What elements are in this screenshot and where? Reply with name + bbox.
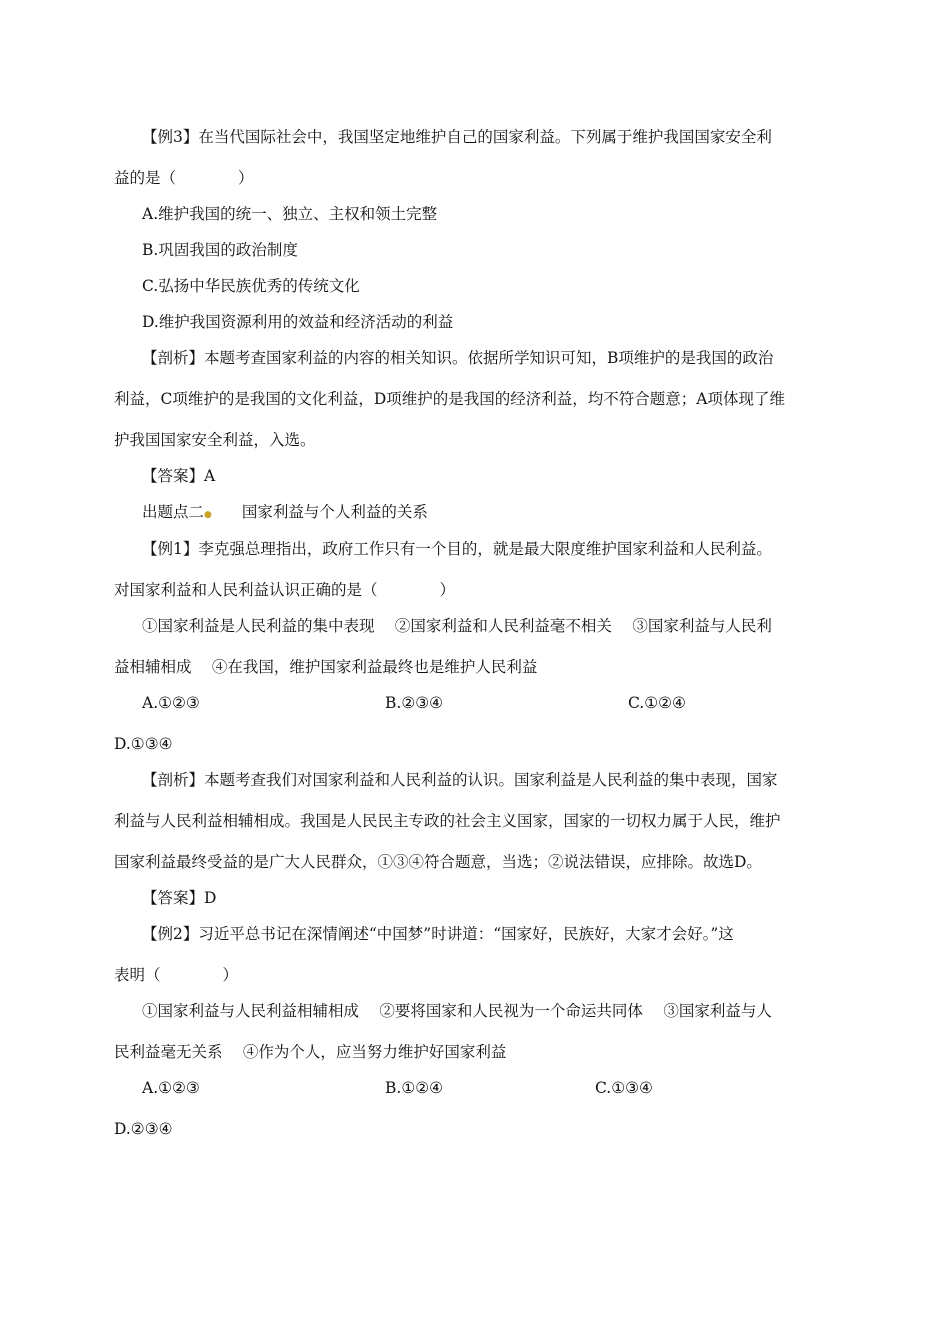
example-2-question-line-2: 表明（ ）	[114, 966, 239, 984]
example-2-question-line-1: 【例2】习近平总书记在深情阐述“中国梦”时讲道：“国家好，民族好，大家才会好。”这	[142, 925, 734, 943]
example-1-question-line-2: 对国家利益和人民利益认识正确的是（ ）	[114, 581, 456, 599]
example-1-question-line-1: 【例1】李克强总理指出，政府工作只有一个目的，就是最大限度维护国家利益和人民利益。	[142, 540, 772, 558]
example-2-option-d: D.②③④	[114, 1120, 173, 1138]
example-2-statements-line-1: ①国家利益与人民利益相辅相成 ②要将国家和人民视为一个命运共同体 ③国家利益与人	[142, 1002, 772, 1020]
example-1-option-a: A.①②③	[142, 694, 200, 712]
example-3-analysis-line-2: 利益，C项维护的是我国的文化利益，D项维护的是我国的经济利益，均不符合题意；A项体现了维	[114, 390, 785, 408]
example-1-analysis-line-2: 利益与人民利益相辅相成。我国是人民民主专政的社会主义国家，国家的一切权力属于人民，维护	[114, 812, 781, 830]
example-2-option-b: B.①②④	[385, 1079, 444, 1097]
decorative-dot-icon: ●	[204, 510, 212, 520]
example-2-statements-line-2: 民利益毫无关系 ④作为个人，应当努力维护好国家利益	[114, 1043, 507, 1061]
example-3-option-d: D.维护我国资源利用的效益和经济活动的利益	[142, 313, 454, 331]
question-point-heading	[142, 500, 836, 524]
example-3-question-line-2: 益的是（ ）	[114, 169, 254, 187]
example-1-statements-line-1: ①国家利益是人民利益的集中表现 ②国家利益和人民利益毫不相关 ③国家利益与人民利	[142, 617, 772, 635]
example-3-option-a: A.维护我国的统一、独立、主权和领土完整	[142, 205, 438, 223]
example-3-analysis-line-3: 护我国国家安全利益，入选。	[114, 431, 316, 449]
example-1-option-c: C.①②④	[628, 694, 686, 712]
example-1-answer: 【答案】D	[142, 889, 217, 907]
example-1-statements-line-2: 益相辅相成 ④在我国，维护国家利益最终也是维护人民利益	[114, 658, 538, 676]
example-3-option-c: C.弘扬中华民族优秀的传统文化	[142, 277, 360, 295]
example-3-question-line-1: 【例3】在当代国际社会中，我国坚定地维护自己的国家利益。下列属于维护我国国家安全利	[142, 128, 772, 146]
example-1-option-b: B.②③④	[385, 694, 444, 712]
question-point-title: 国家利益与个人利益的关系	[241, 503, 428, 521]
question-point-label: 出题点二	[142, 503, 205, 521]
example-3-answer: 【答案】A	[142, 467, 216, 485]
example-2-option-a: A.①②③	[142, 1079, 200, 1097]
example-2-option-c: C.①③④	[595, 1079, 653, 1097]
example-1-analysis-line-3: 国家利益最终受益的是广大人民群众，①③④符合题意，当选；②说法错误，应排除。故选D。	[114, 853, 762, 871]
example-1-option-d: D.①③④	[114, 735, 173, 753]
example-3-option-b: B.巩固我国的政治制度	[142, 241, 298, 259]
example-1-analysis-line-1: 【剖析】本题考查我们对国家利益和人民利益的认识。国家利益是人民利益的集中表现，国家	[142, 771, 778, 789]
example-3-analysis-line-1: 【剖析】本题考查国家利益的内容的相关知识。依据所学知识可知，B项维护的是我国的政治	[142, 349, 774, 367]
